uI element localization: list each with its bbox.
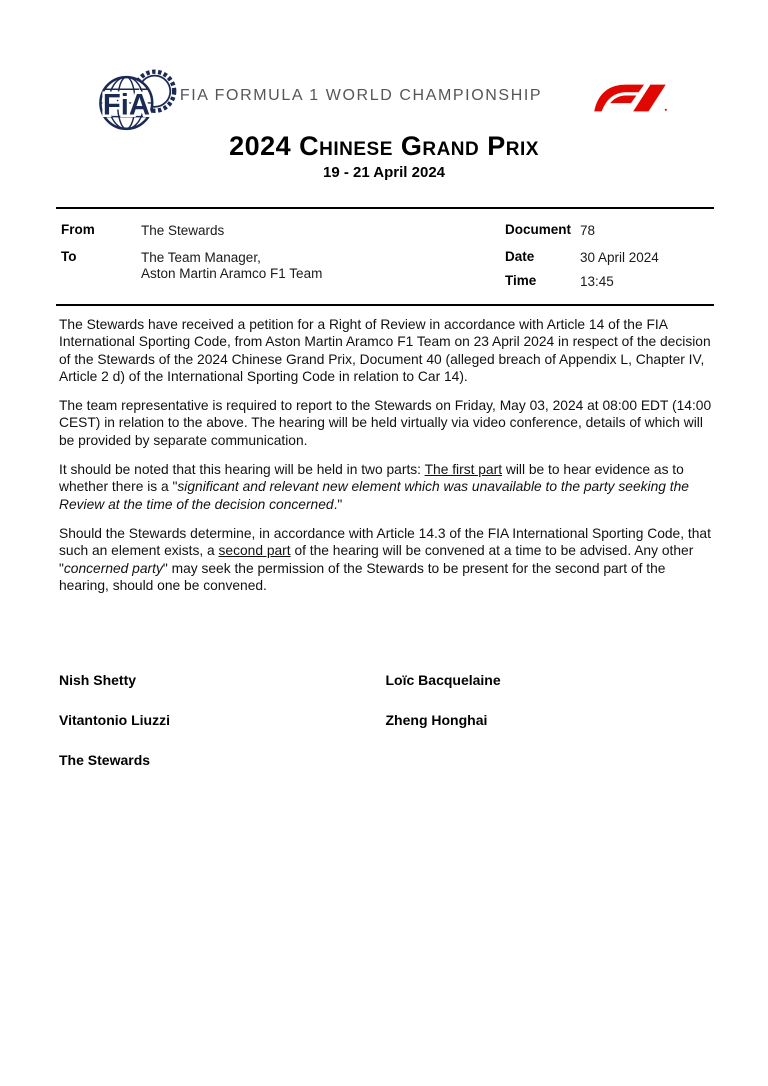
to-value-line1: The Team Manager,	[141, 250, 261, 265]
signature-name: Loïc Bacquelaine	[385, 672, 501, 688]
body-paragraph-1: The Stewards have received a petition for a Right of Review in accordance with Article 14 of the FIA International Sporting Code, from Aston Martin Aramco F1 Team on 23 April 2024 in respect of the decision of the Stewards of the 2024 Chinese Grand Prix, Document 40 (alleged breach of Appendix L, Chapter IV, Article 2 d) of the International Sporting Code in relation to Car 14).	[59, 317, 711, 384]
signature-footer: The Stewards	[59, 752, 151, 768]
date-label: Date	[505, 249, 535, 264]
text-segment: of the hearing will be convened at a time to be advised. Any other "	[59, 543, 694, 576]
text-segment-underlined: second part	[218, 543, 291, 559]
time-label: Time	[505, 273, 537, 288]
signature-row	[59, 672, 712, 688]
time-value: 13:45	[580, 274, 614, 289]
text-segment-underlined: The first part	[424, 462, 503, 478]
document-body	[59, 316, 712, 606]
event-dates: 19 - 21 April 2024	[322, 164, 445, 181]
signature-name: Nish Shetty	[59, 672, 137, 688]
to-value-line2: Aston Martin Aramco F1 Team	[141, 266, 323, 281]
to-value	[141, 250, 401, 281]
document-value: 78	[580, 223, 596, 238]
signature-row	[59, 752, 712, 768]
text-segment: It should be noted that this hearing will be held in two parts:	[59, 462, 425, 478]
body-paragraph-3	[59, 461, 712, 513]
meta-table	[56, 207, 714, 306]
signature-name: Vitantonio Liuzzi	[59, 712, 170, 728]
date-value: 30 April 2024	[580, 250, 659, 265]
from-value: The Stewards	[141, 223, 225, 238]
f1-logo	[593, 79, 667, 117]
document-label: Document	[505, 222, 572, 237]
text-segment: Should the Stewards determine, in accordance with Article 14.3 of the FIA International Sporting Code, that such an element exists, a	[59, 525, 711, 559]
text-segment-italic: significant and relevant new element which was unavailable to the party seeking the Review at the time of the decision concerned	[59, 479, 689, 512]
fia-logo	[99, 66, 181, 136]
text-segment-italic: concerned party	[63, 560, 163, 576]
text-segment: " may seek the permission of the Stewards to be present for the second part of the hearing, should one be convened.	[59, 560, 666, 593]
to-label: To	[61, 249, 77, 264]
text-segment: will be to hear evidence as to whether there is a "	[59, 462, 684, 495]
from-label: From	[61, 222, 95, 237]
body-paragraph-2: The team representative is required to report to the Stewards on Friday, May 03, 2024 at 08:00 EDT (14:00 CEST) in relation to the above. The hearing will be held virtually via video conference, details of which will be provided by separate communication.	[59, 398, 712, 448]
signatures	[59, 672, 712, 792]
signature-name: Zheng Honghai	[385, 712, 488, 728]
event-title: 2024 Chinese Grand Prix	[229, 131, 539, 161]
text-segment: ."	[333, 496, 343, 512]
fia-logo-letters: FiA	[102, 88, 151, 122]
championship-title: FIA FORMULA 1 WORLD CHAMPIONSHIP	[179, 87, 543, 104]
body-paragraph-4	[59, 525, 712, 594]
signature-row	[59, 712, 712, 728]
